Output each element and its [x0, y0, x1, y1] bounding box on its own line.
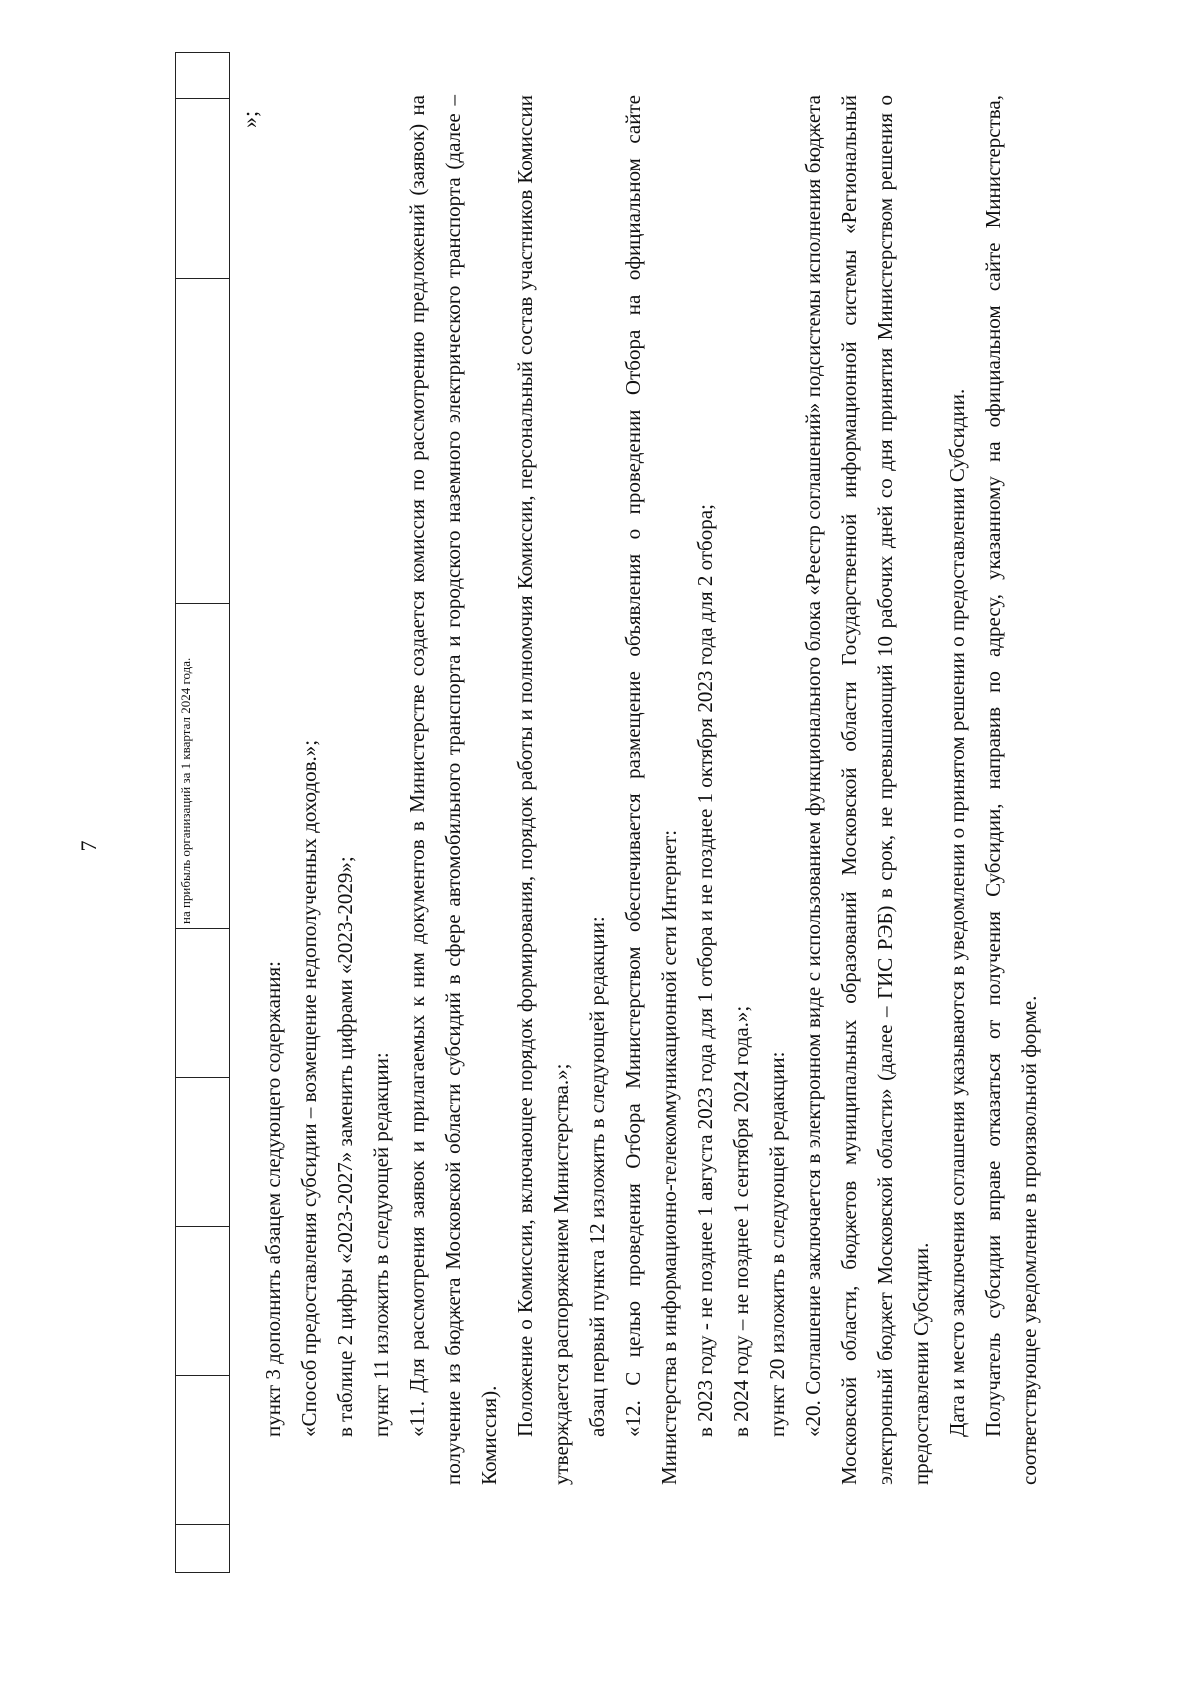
paragraph: «20. Соглашение заключается в электронном виде с использованием функционального блока «Реестр соглашений» подсистемы исполнения бюджета Московской области, бюджетов муниципальных образований Московской области Государственной информационной системы «Региональный электронный бюджет Московской области» (далее – ГИС РЭБ) в срок, не превышающий 10 рабочих дней со дня принятия Министерством решения о предоставлении Субсидии. — [801, 95, 933, 1485]
paragraph: Дата и место заключения соглашения указываются в уведомлении о принятом решении о предоставлении Субсидии. — [945, 388, 969, 1437]
table-cell — [176, 99, 230, 279]
paragraph: Получатель субсидии вправе отказаться от получения Субсидии, направив по адресу, указанному на официальном сайте Министерства, соответствующее уведомление в произвольной форме. — [981, 95, 1041, 1485]
paragraph: «Способ предоставления субсидии – возмещение недополученных доходов.»; — [297, 739, 321, 1437]
table-cell — [176, 1376, 230, 1525]
table-cell — [176, 1078, 230, 1227]
paragraph: абзац первый пункта 12 изложить в следующей редакции: — [585, 916, 609, 1437]
paragraph: пункт 11 изложить в следующей редакции: — [369, 1052, 393, 1437]
table-cell — [176, 279, 230, 604]
table-cell — [176, 1227, 230, 1376]
table-cell: на прибыль организаций за 1 квартал 2024 года. — [176, 604, 230, 929]
table-closing-quote: »; — [237, 110, 262, 128]
paragraph: «11. Для рассмотрения заявок и прилагаемых к ним документов в Министерстве создается комиссия по рассмотрению предложений (заявок) на получение из бюджета Московской области субсидий в сфере автомобильного транспорта и городского наземного электрического транспорта (далее – Комиссия). — [405, 95, 501, 1485]
table-fragment — [175, 52, 230, 1573]
paragraph: в 2024 году – не позднее 1 сентября 2024 года.»; — [729, 1005, 753, 1437]
paragraph: в таблице 2 цифры «2023-2027» заменить цифрами «2023-2029»; — [333, 856, 357, 1437]
paragraph: «12. С целью проведения Отбора Министерством обеспечивается размещение объявления о проведении Отбора на официальном сайте Министерства в информационно-телекоммуникационной сети Интернет: — [621, 95, 681, 1485]
table-cell — [176, 929, 230, 1078]
paragraph: пункт 3 дополнить абзацем следующего содержания: — [261, 961, 285, 1437]
paragraph: в 2023 году - не позднее 1 августа 2023 года для 1 отбора и не позднее 1 октября 2023 года для 2 отбора; — [693, 504, 717, 1437]
page-number: 7 — [76, 840, 101, 852]
paragraph: Положение о Комиссии, включающее порядок формирования, порядок работы и полномочия Комиссии, персональный состав участников Комиссии утверждается распоряжением Министерства.»; — [513, 95, 573, 1485]
rotated-page-content — [175, 33, 1095, 1573]
table-cell — [176, 53, 230, 99]
table-cell — [176, 1525, 230, 1573]
document-body — [255, 95, 1047, 1485]
paragraph: пункт 20 изложить в следующей редакции: — [765, 1051, 789, 1437]
table-row — [176, 53, 230, 1573]
